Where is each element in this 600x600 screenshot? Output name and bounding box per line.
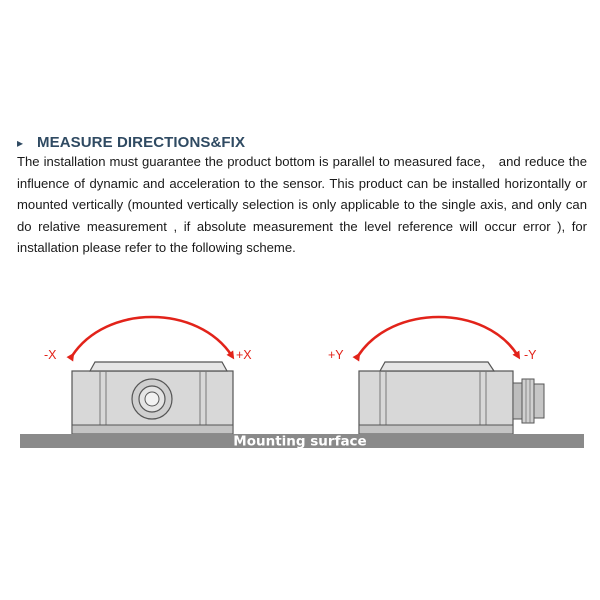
neg-x-label: -X (44, 348, 57, 362)
mounting-surface-label: Mounting surface (233, 433, 367, 450)
section-header (17, 134, 245, 151)
installation-paragraph: The installation must guarantee the product bottom is parallel to measured face， and reduce the influence of dynamic and acceleration to the sensor. This product can be installed horizontally or mounted vertically (mounted vertically selection is only applicable to the single axis, and only can do relative measurement , if absolute measurement the level reference will occur error ), for installation please refer to the following scheme. (17, 154, 587, 256)
pos-y-label: +Y (328, 348, 344, 362)
x-axis-rotation-arrow (72, 317, 232, 356)
neg-y-label: -Y (524, 348, 537, 362)
pos-x-label: +X (236, 348, 252, 362)
sensor-side-view (359, 362, 544, 434)
mounting-diagram (0, 300, 600, 460)
side-cable-gland-icon (513, 379, 544, 423)
sensor-front-view (72, 362, 233, 434)
section-bullet-icon: ▸ (17, 135, 24, 150)
section-title: MEASURE DIRECTIONS&FIX (37, 134, 246, 151)
y-axis-rotation-arrow (358, 317, 518, 356)
